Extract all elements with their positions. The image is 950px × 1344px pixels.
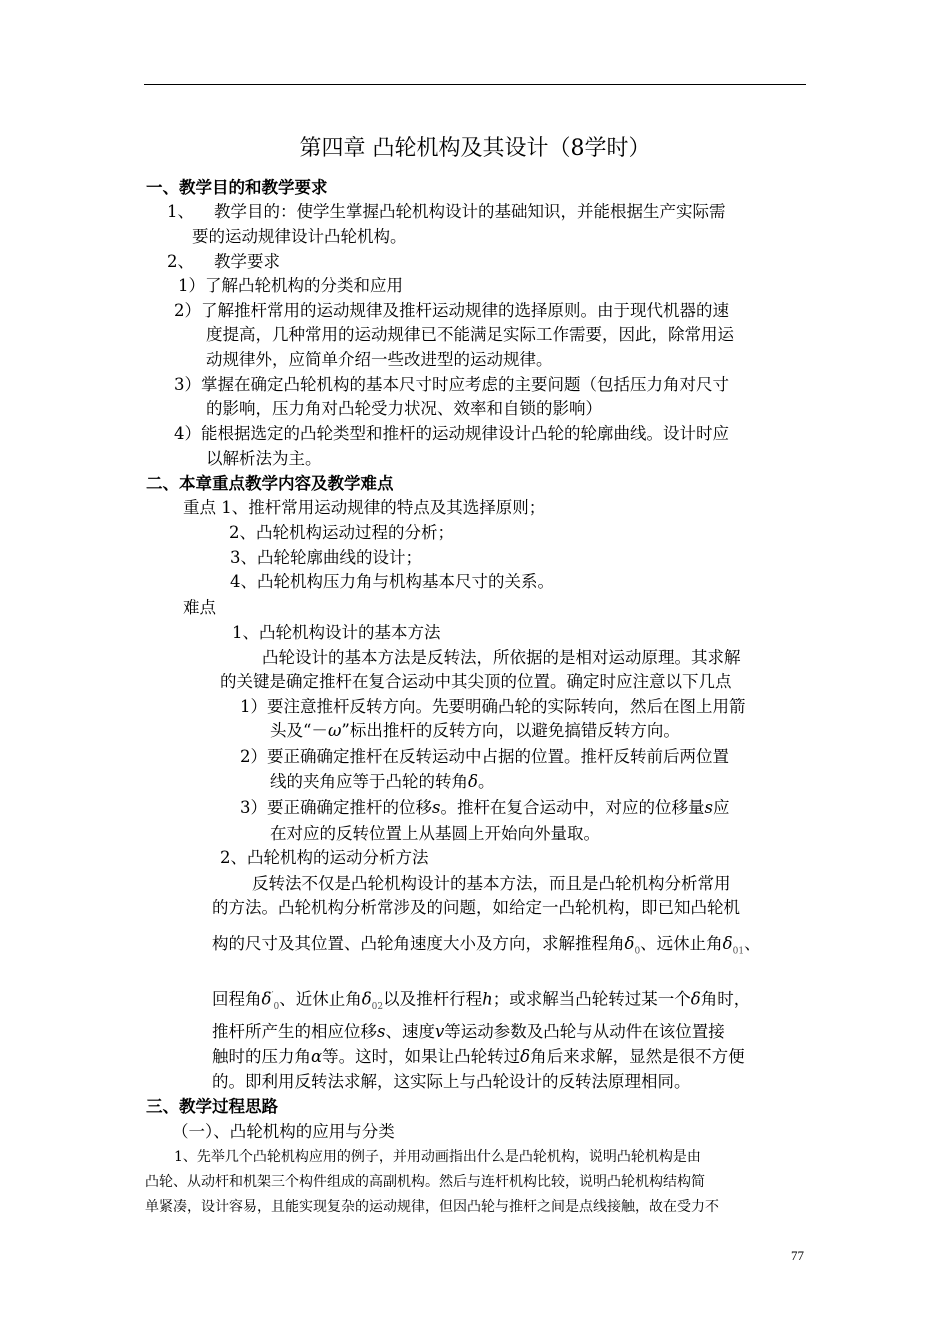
s2-d1-p2: 的关键是确定推杆在复合运动中其尖顶的位置。确定时应注意以下几点 <box>220 672 732 691</box>
h-symbol: h <box>482 989 493 1009</box>
s2-d1-title: 1、凸轮机构设计的基本方法 <box>232 623 441 642</box>
subscript-0: 0 <box>634 946 641 957</box>
p5-pre: 推杆所产生的相应位移 <box>212 1022 377 1041</box>
delta-symbol: δ <box>690 989 701 1009</box>
p3-pre: 构的尺寸及其位置、凸轮角速度大小及方向，求解推程角 <box>212 934 625 953</box>
n1b-post: ”标出推杆的反转方向，以避免搞错反转方向。 <box>341 721 680 740</box>
p6-post: 角后来求解，显然是很不方便 <box>530 1047 745 1066</box>
p4-post: 角时， <box>700 989 751 1009</box>
s1-req3-b: 的影响，压力角对凸轮受力状况、效率和自锁的影响） <box>206 399 602 418</box>
n3a-mid: 。推杆在复合运动中，对应的位移量 <box>440 798 705 817</box>
s-symbol: s <box>377 1022 386 1041</box>
s2-d1-n3a <box>240 796 729 820</box>
s1-item1-text: 教学目的：使学生掌握凸轮机构设计的基础知识，并能根据生产实际需 <box>214 202 726 221</box>
delta-symbol: δ <box>624 934 635 953</box>
s2-key3: 3、凸轮轮廓曲线的设计； <box>230 548 422 567</box>
s2-d2-p1: 反转法不仅是凸轮机构设计的基本方法，而且是凸轮机构分析常用 <box>252 874 731 893</box>
subscript-02: 02 <box>371 1001 384 1012</box>
superscript-prime: ′ <box>271 991 274 1001</box>
s1-item1-cont: 要的运动规律设计凸轮机构。 <box>192 227 407 246</box>
n2b-post: 。 <box>477 772 495 791</box>
delta-symbol: δ <box>722 934 733 953</box>
s3-sub1: （一）、凸轮机构的应用与分类 <box>172 1122 395 1141</box>
section-3-heading: 三、教学过程思路 <box>146 1097 278 1116</box>
n1b-pre: 头及“－ <box>270 721 328 740</box>
n3a-pre: 3）要正确确定推杆的位移 <box>240 798 432 817</box>
s-symbol-2: s <box>704 798 713 817</box>
p3-post: 、 <box>744 934 761 953</box>
s3-p1: 1、先举几个凸轮机构应用的例子，并用动画指出什么是凸轮机构，说明凸轮机构是由 <box>174 1149 701 1165</box>
delta-symbol: δ <box>361 989 372 1009</box>
p5-mid: 、速度 <box>385 1022 435 1041</box>
s2-d2-p6 <box>212 1045 745 1069</box>
chapter-title: 第四章 凸轮机构及其设计（8学时） <box>299 136 651 161</box>
s2-d2-p3 <box>212 932 761 963</box>
p4-b: 以及推杆行程 <box>383 989 483 1009</box>
s1-req1: 1）了解凸轮机构的分类和应用 <box>178 276 403 295</box>
s2-key2: 2、凸轮机构运动过程的分析； <box>229 523 454 542</box>
p5-post: 等运动参数及凸轮与从动件在该位置接 <box>444 1022 725 1041</box>
s1-req2-b: 度提高，几种常用的运动规律已不能满足实际工作需要，因此，除常用运 <box>206 325 734 344</box>
delta-symbol: δ <box>468 772 478 791</box>
s2-key4: 4、凸轮机构压力角与机构基本尺寸的关系。 <box>230 572 554 591</box>
s1-item1-num: 1、 <box>167 202 194 221</box>
s-symbol: s <box>432 798 441 817</box>
s2-d1-n3b: 在对应的反转位置上从基圆上开始向外量取。 <box>270 824 600 843</box>
v-symbol: v <box>434 1022 445 1041</box>
header-rule <box>144 84 806 85</box>
n2b-pre: 线的夹角应等于凸轮的转角 <box>270 772 468 791</box>
delta-symbol: δ <box>261 989 272 1009</box>
s2-d1-p1: 凸轮设计的基本方法是反转法，所依据的是相对运动原理。其求解 <box>262 648 741 667</box>
s1-item2-num: 2、 <box>167 252 194 271</box>
subscript-0: 0 <box>273 1001 280 1012</box>
s3-p3: 单紧凑，设计容易，且能实现复杂的运动规律，但因凸轮与推杆之间是点线接触，故在受力不 <box>145 1199 719 1215</box>
s1-req2-c: 动规律外，应简单介绍一些改进型的运动规律。 <box>206 350 553 369</box>
p4-pre: 回程角 <box>212 989 262 1009</box>
omega-symbol: ω <box>327 721 342 740</box>
subscript-01: 01 <box>732 946 745 957</box>
p3-mid: 、远休止角 <box>640 934 723 953</box>
p6-mid: 等。这时，如果让凸轮转过 <box>322 1047 521 1066</box>
s1-item2-text: 教学要求 <box>214 252 280 271</box>
p4-a: 、近休止角 <box>279 989 362 1009</box>
alpha-symbol: α <box>311 1047 323 1066</box>
s2-d2-p4 <box>212 984 750 1019</box>
s2-d1-n1b <box>270 719 680 743</box>
s1-req3-a: 3）掌握在确定凸轮机构的基本尺寸时应考虑的主要问题（包括压力角对尺寸 <box>174 375 729 394</box>
s2-d2-p7: 的。即利用反转法求解，这实际上与凸轮设计的反转法原理相同。 <box>212 1072 691 1091</box>
s2-difficulty-label: 难点 <box>183 598 216 617</box>
delta-symbol: δ <box>520 1047 531 1066</box>
s1-req4-b: 以解析法为主。 <box>206 449 322 468</box>
n3a-post: 应 <box>712 798 730 817</box>
s2-d2-title: 2、凸轮机构的运动分析方法 <box>220 848 429 867</box>
s3-p2: 凸轮、从动杆和机架三个构件组成的高副机构。然后与连杆机构比较，说明凸轮机构结构简 <box>145 1174 705 1190</box>
p4-c: ；或求解当凸轮转过某一个 <box>492 989 691 1009</box>
s2-key1: 重点 1、推杆常用运动规律的特点及其选择原则； <box>183 498 546 517</box>
s2-d1-n2b <box>270 770 494 794</box>
s2-d2-p5 <box>212 1020 725 1044</box>
section-1-heading: 一、教学目的和教学要求 <box>146 178 328 197</box>
s2-d1-n2a: 2）要正确确定推杆在反转运动中占据的位置。推杆反转前后两位置 <box>240 747 729 766</box>
s1-req2-a: 2）了解推杆常用的运动规律及推杆运动规律的选择原则。由于现代机器的速 <box>174 301 729 320</box>
s2-d1-n1a: 1）要注意推杆反转方向。先要明确凸轮的实际转向，然后在图上用箭 <box>240 697 746 716</box>
page-number: 77 <box>791 1248 804 1263</box>
s1-req4-a: 4）能根据选定的凸轮类型和推杆的运动规律设计凸轮的轮廓曲线。设计时应 <box>174 424 729 443</box>
section-2-heading: 二、本章重点教学内容及教学难点 <box>146 474 394 493</box>
p6-pre: 触时的压力角 <box>212 1047 311 1066</box>
s2-d2-p2: 的方法。凸轮机构分析常涉及的问题，如给定一凸轮机构，即已知凸轮机 <box>212 898 740 917</box>
